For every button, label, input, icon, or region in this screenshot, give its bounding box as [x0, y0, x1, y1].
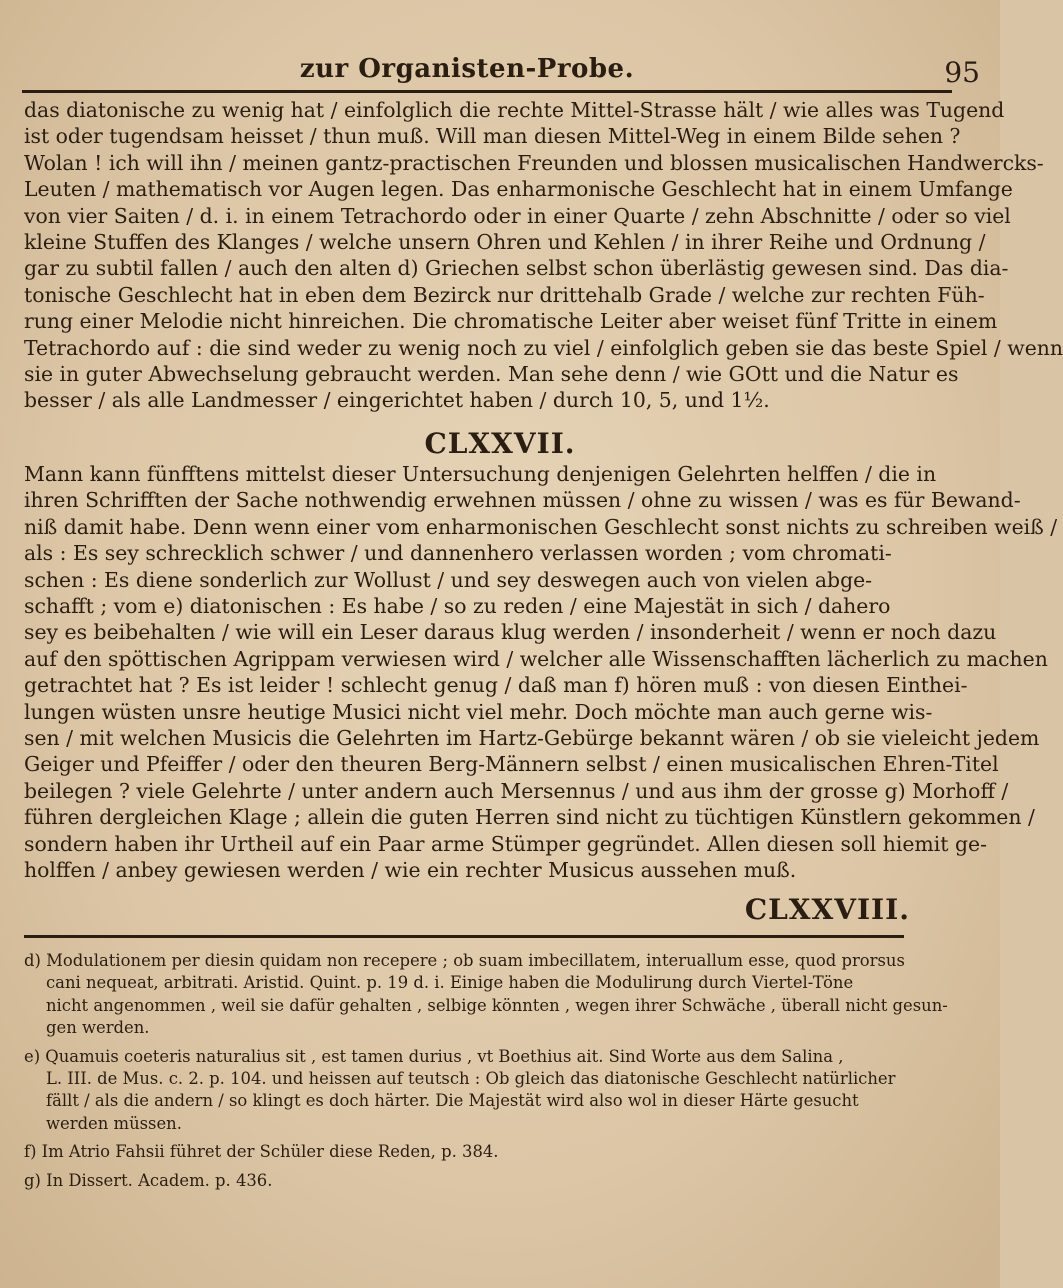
text-line: von vier Saiten / d. i. in einem Tetrachordo oder in einer Quarte / zehn Abschnitte / oder so viel: [24, 203, 1011, 228]
text-line: auf den spöttischen Agrippam verwiesen wird / welcher alle Wissenschafften lächerlich zu machen: [24, 646, 1048, 671]
text-line: Tetrachordo auf : die sind weder zu wenig noch zu viel / einfolglich geben sie das beste Spiel / wenn: [24, 335, 1063, 360]
header-rule: [22, 90, 952, 93]
footnote-g: [24, 1170, 908, 1192]
text-line: sen / mit welchen Musicis die Gelehrten im Hartz-Gebürge bekannt wären / ob sie vieleicht jedem: [24, 726, 1040, 751]
text-line: als : Es sey schrecklich schwer / und dannenhero verlassen worden ; vom chromati-: [24, 541, 892, 566]
text-line: ihren Schrifften der Sache nothwendig erwehnen müssen / ohne zu wissen / was es für Bewand-: [24, 488, 1021, 513]
running-head: zur Organisten-Probe.: [299, 54, 635, 84]
text-line: beilegen ? viele Gelehrte / unter andern auch Mersennus / und aus ihm der grosse g) Morhoff /: [24, 778, 1009, 803]
text-line: führen dergleichen Klage ; allein die guten Herren sind nicht zu tüchtigen Künstlern gekommen /: [24, 805, 1035, 830]
footnote-line: e) Quamuis coeteris naturalius sit , est tamen durius , vt Boethius ait. Sind Worte aus dem Salina ,: [24, 1046, 844, 1066]
text-line: Leuten / mathematisch vor Augen legen. Das enharmonische Geschlecht hat in einem Umfange: [24, 177, 1013, 202]
text-line: schen : Es diene sonderlich zur Wollust / und sey deswegen auch von vielen abge-: [24, 567, 873, 592]
text-line: Mann kann fünfftens mittelst dieser Untersuchung denjenigen Gelehrten helffen / die in: [24, 462, 937, 486]
text-line: besser / als alle Landmesser / eingerichtet haben / durch 10, 5, und 1½.: [24, 388, 770, 413]
text-line: sie in guter Abwechselung gebraucht werden. Man sehe denn / wie GOtt und die Natur es: [24, 362, 959, 387]
footnote-line: f) Im Atrio Fahsii führet der Schüler diese Reden, p. 384.: [24, 1142, 499, 1162]
footnotes: [24, 950, 948, 1198]
text-line: rung einer Melodie nicht hinreichen. Die chromatische Leiter aber weiset fünf Tritte in einem: [24, 309, 998, 334]
text-line: das diatonische zu wenig hat / einfolglich die rechte Mittel-Strasse hält / wie alles was Tugend: [24, 98, 1005, 122]
paragraph-continued: [24, 97, 1063, 414]
footnote-line: gen werden.: [46, 1018, 150, 1038]
footnote-line: g) In Dissert. Academ. p. 436.: [24, 1170, 273, 1190]
text-line: sondern haben ihr Urtheil auf ein Paar arme Stümper gegründet. Allen diesen soll hiemit ge-: [24, 831, 987, 856]
footnote-line: werden müssen.: [46, 1113, 182, 1133]
text-line: holffen / anbey gewiesen werden / wie ein rechter Musicus aussehen muß.: [24, 858, 797, 883]
footnote-line: d) Modulationem per diesin quidam non recepere ; ob suam imbecillatem, interuallum esse, quod prorsus: [24, 951, 905, 970]
text-line: tonische Geschlecht hat in eben dem Bezirck nur drittehalb Grade / welche zur rechten Füh-: [24, 282, 985, 307]
text-line: ist oder tugendsam heisset / thun muß. Will man diesen Mittel-Weg in einem Bilde sehen ?: [24, 124, 961, 149]
text-line: gar zu subtil fallen / auch den alten d) Griechen selbst schon überlästig gewesen sind. Das dia-: [24, 256, 1009, 281]
text-line: niß damit habe. Denn wenn einer vom enharmonischen Geschlecht sonst nichts zu schreiben weiß /: [24, 514, 1058, 539]
section-heading: CLXXVII.: [424, 427, 576, 460]
text-line: Wolan ! ich will ihn / meinen gantz-practischen Freunden und blossen musicalischen Handwercks-: [24, 150, 1044, 175]
footnote-f: [24, 1141, 908, 1163]
footnote-e: [24, 1046, 908, 1136]
text-line: getrachtet hat ? Es ist leider ! schlecht genug / daß man f) hören muß : von diesen Einthei-: [24, 673, 968, 698]
text-line: lungen wüsten unsre heutige Musici nicht viel mehr. Doch möchte man auch gerne wis-: [24, 699, 933, 724]
paragraph-section-177: [24, 461, 1058, 884]
catchword-section-heading: CLXXVIII.: [744, 893, 910, 926]
footnote-line: cani nequeat, arbitrati. Aristid. Quint. p. 19 d. i. Einige haben die Modulirung durch Viertel-Töne: [46, 973, 854, 993]
footnote-d: [24, 950, 948, 1040]
footnote-line: L. III. de Mus. c. 2. p. 104. und heissen auf teutsch : Ob gleich das diatonische Geschlecht natürlicher: [46, 1069, 896, 1089]
text-line: kleine Stuffen des Klanges / welche unsern Ohren und Kehlen / in ihrer Reihe und Ordnung /: [24, 230, 986, 255]
page-header: [22, 50, 980, 90]
footnote-line: nicht angenommen , weil sie dafür gehalten , selbige könnten , wegen ihrer Schwäche , überall nicht gesun-: [46, 995, 948, 1015]
text-line: schafft ; vom e) diatonischen : Es habe / so zu reden / eine Majestät in sich / dahero: [24, 594, 891, 619]
text-line: sey es beibehalten / wie will ein Leser daraus klug werden / insonderheit / wenn er noch dazu: [24, 620, 997, 645]
footnote-rule: [24, 935, 904, 938]
text-line: Geiger und Pfeiffer / oder den theuren Berg-Männern selbst / einen musicalischen Ehren-Titel: [24, 752, 999, 777]
footnote-line: fällt / als die andern / so klingt es doch härter. Die Majestät wird also wol in dieser Härte gesucht: [46, 1091, 859, 1111]
page-number: 95: [944, 56, 980, 89]
